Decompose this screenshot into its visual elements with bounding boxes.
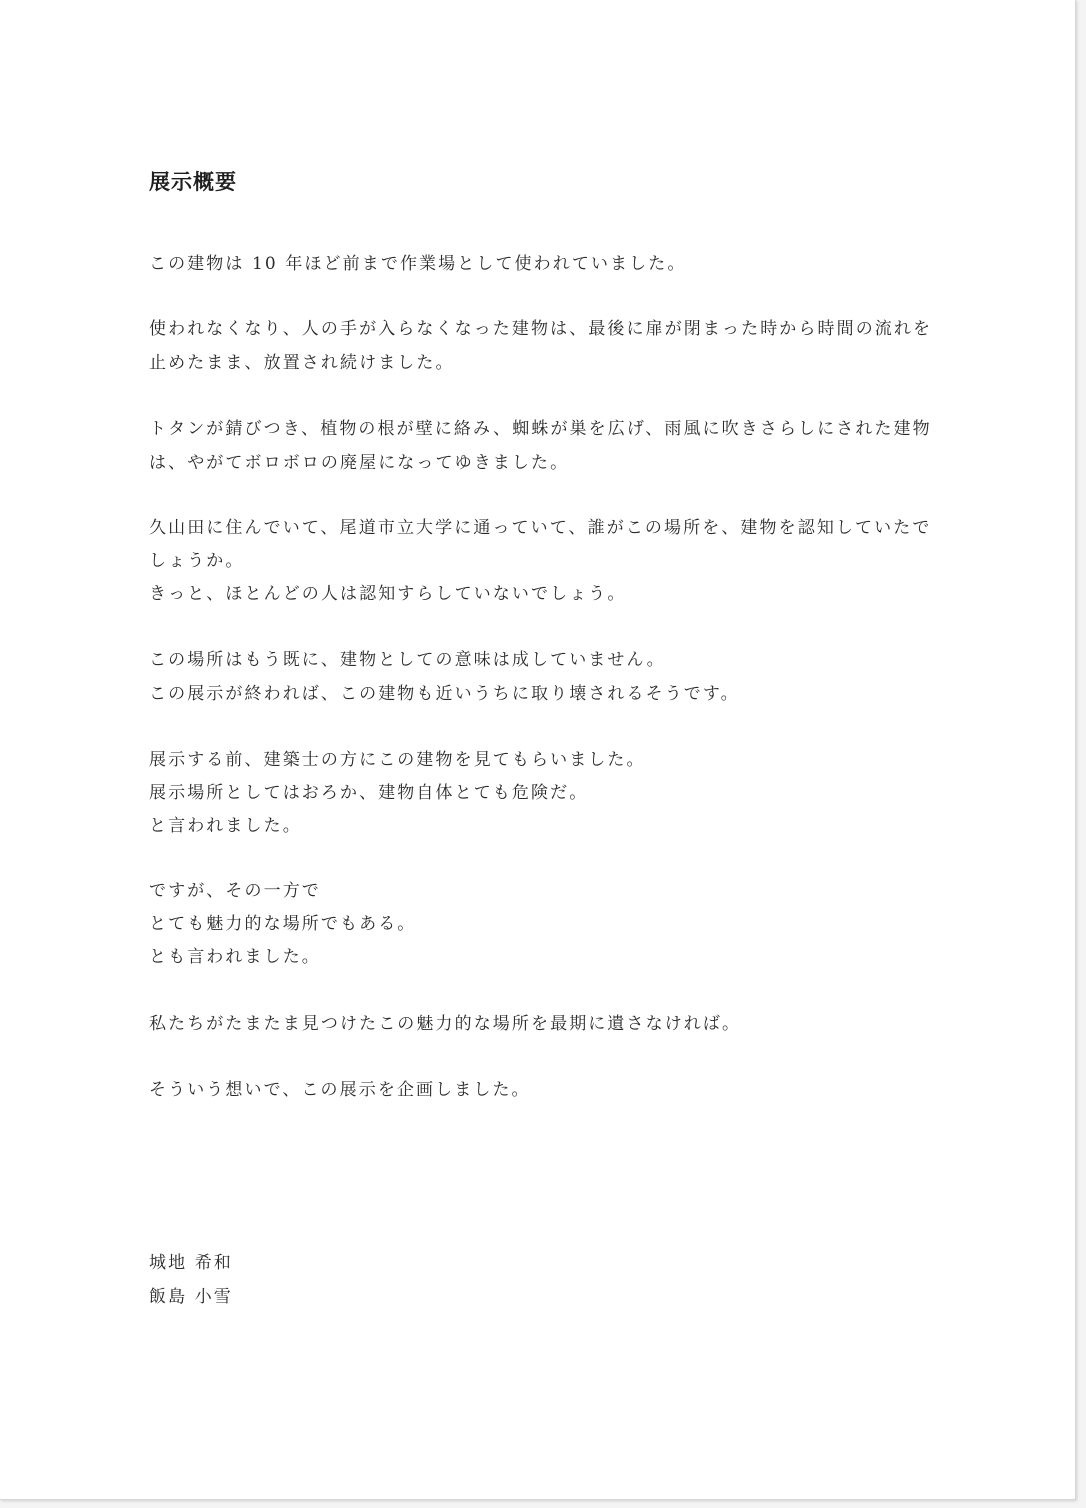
body-line: この場所はもう既に、建物としての意味は成していません。: [149, 650, 666, 670]
body-line: しょうか。: [149, 551, 245, 571]
body-line: 止めたまま、放置され続けました。: [149, 353, 455, 373]
body-line: と言われました。: [149, 816, 302, 836]
body-line: 展示場所としてはおろか、建物自体とても危険だ。: [149, 783, 589, 803]
body-line: 使われなくなり、人の手が入らなくなった建物は、最後に扉が閉まった時から時間の流れを: [149, 319, 933, 339]
body-line: は、やがてボロボロの廃屋になってゆきました。: [149, 453, 570, 473]
body-line: きっと、ほとんどの人は認知すらしていないでしょう。: [149, 584, 627, 604]
body-line: この展示が終われば、この建物も近いうちに取り壊されるそうです。: [149, 684, 740, 704]
body-line: とても魅力的な場所でもある。: [149, 914, 417, 934]
body-line: そういう想いで、この展示を企画しました。: [149, 1080, 531, 1100]
body-line: 久山田に住んでいて、尾道市立大学に通っていて、誰がこの場所を、建物を認知していたで: [149, 518, 932, 538]
page-title: 展示概要: [149, 170, 237, 194]
body-line: トタンが錆びつき、植物の根が壁に絡み、蜘蛛が巣を広げ、雨風に吹きさらしにされた建物: [149, 419, 932, 439]
body-line: ですが、その一方で: [149, 881, 321, 901]
author-name: 城地 希和: [149, 1253, 233, 1273]
body-line: この建物は 10 年ほど前まで作業場として使われていました。: [149, 254, 687, 274]
author-name: 飯島 小雪: [149, 1287, 233, 1307]
body-line: とも言われました。: [149, 947, 321, 967]
body-line: 私たちがたまたま見つけたこの魅力的な場所を最期に遺さなければ。: [149, 1014, 742, 1034]
body-line: 展示する前、建築士の方にこの建物を見てもらいました。: [149, 750, 646, 770]
